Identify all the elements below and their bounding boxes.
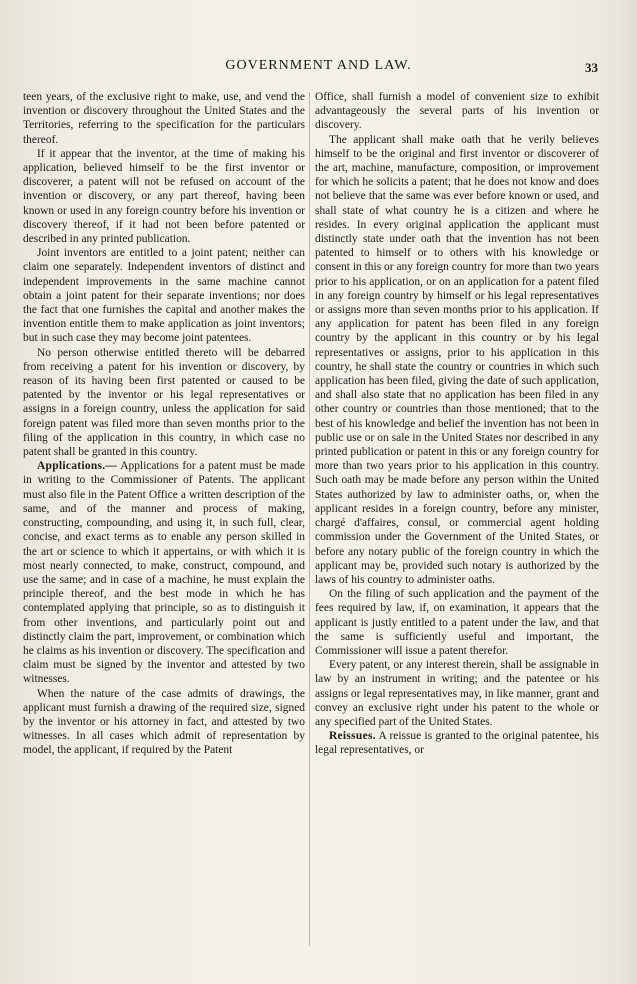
paragraph-reissues <box>315 729 599 757</box>
paragraph-foreign-patent: No person otherwise entitled thereto will be debarred from receiving a patent for his invention or discovery, by reason of its having been first patented or caused to be patented by the inventor or his legal representatives or assigns in a foreign country, unless the application for said foreign patent was filed more than seven months prior to the filing of the application in this country, in which case no patent shall be granted in this country. <box>23 346 305 459</box>
reissues-text: A reissue is granted to the original patentee, his legal representatives, or <box>315 730 599 757</box>
page-edge-shadow <box>619 0 637 984</box>
reissues-heading: Reissues. <box>329 730 376 743</box>
page-number: 33 <box>585 60 598 75</box>
paragraph-drawings: When the nature of the case admits of drawings, the applicant must furnish a drawing of the required size, signed by the inventor or his attorney in fact, and attested by two witnesses. In all cases which admit of representation by model, the applicant, if required by the Patent <box>23 687 305 757</box>
paragraph-filing: On the filing of such application and the payment of the fees required by law, if, on examination, it appears that the applicant is justly entitled to a patent under the law, and that the same is sufficiently useful and important, the Commissioner will issue a patent therefor. <box>315 588 599 657</box>
paragraph-joint-inventors: Joint inventors are entitled to a joint patent; neither can claim one separately. Independent inventors of distinct and independent improvements in the same machine cannot obtain a joint patent for their separate inventions; nor does the fact that one furnishes the capital and another makes the invention entitle them to make application as joint inventors; but in such case they may become joint patentees. <box>23 247 305 345</box>
paragraph-applications <box>23 459 305 686</box>
page-title: GOVERNMENT AND LAW. <box>225 58 412 73</box>
paragraph-patent-term: teen years, of the exclusive right to make, use, and vend the invention or discovery throughout the United States and the Territories, referring to the specification for the particulars thereof. <box>23 91 305 146</box>
paragraph-assignment: Every patent, or any interest therein, shall be assignable in law by an instrument in writing; and the patentee or his assigns or legal representatives may, in like manner, grant and convey an exclusive right under his patent to the whole or any specified part of the United States. <box>315 659 599 728</box>
applications-text: Applications for a patent must be made in writing to the Commissioner of Patents. The applicant must also file in the Patent Office a written description of the same, and of the manner and process of making, constructing, compounding, and using it, in such full, clear, concise, and exact terms as to enable any person skilled in the art or science to which it appertains, or with which it is most nearly connected, to make, construct, compound, and use the same; and in case of a machine, he must explain the principle thereof, and the best mode in which he has contemplated applying that principle, so as to distinguish it from other inventions, and particularly point out and distinctly claim the part, improvement, or combination which he claims as his invention or discovery. The specification and claim must be signed by the inventor and attested by two witnesses. <box>23 460 305 686</box>
paragraph-oath: The applicant shall make oath that he verily believes himself to be the original and first inventor or discoverer of the art, machine, manufacture, composition, or improvement for which he solicits a patent; that he does not know and does not believe that the same was ever before known or used, and shall state of what country he is a citizen and where he resides. In every original application the applicant must distinctly state under oath that the invention has not been patented to himself or to others with his knowledge or consent in this or any foreign country for more than two years prior to his application, or on an application for a patent filed in any foreign country by himself or his legal representatives or assigns more than seven months prior to his application. If any application for patent has been filed in any foreign country by the applicant in this country or by his legal representatives or assigns, prior to his application in this country, he shall state the country or countries in which such application has been filed, giving the date of such application, and shall also state that no application has been filed in any other country or countries than those mentioned; that to the best of his knowledge and belief the invention has not been in public use or on sale in the United States nor described in any printed publication or patent in this or any foreign country for more than two years prior to his application in this country. Such oath may be made before any person within the United States authorized by law to administer oaths, or, when the applicant resides in a foreign country, before any minister, chargé d'affaires, consul, or commercial agent holding commission under the Government of the United States, or before any notary public of the foreign country in which the applicant may be, provided such notary is authorized by the laws of his country to administer oaths. <box>315 133 599 586</box>
paragraph-model: Office, shall furnish a model of convenient size to exhibit advantageously the several parts of his invention or discovery. <box>315 91 599 132</box>
paragraph-first-inventor: If it appear that the inventor, at the time of making his application, believed himself to be the first inventor or discoverer, a patent will not be refused on account of the invention or discovery, or any part thereof, having been known or used in any foreign country before his invention or discovery thereof, if it had not been before patented or described in any printed publication. <box>23 147 305 246</box>
column-divider <box>309 92 310 946</box>
right-text-column <box>315 90 599 948</box>
running-head <box>0 58 637 78</box>
left-text-column <box>23 90 305 948</box>
applications-heading: Applications.— <box>37 460 118 473</box>
